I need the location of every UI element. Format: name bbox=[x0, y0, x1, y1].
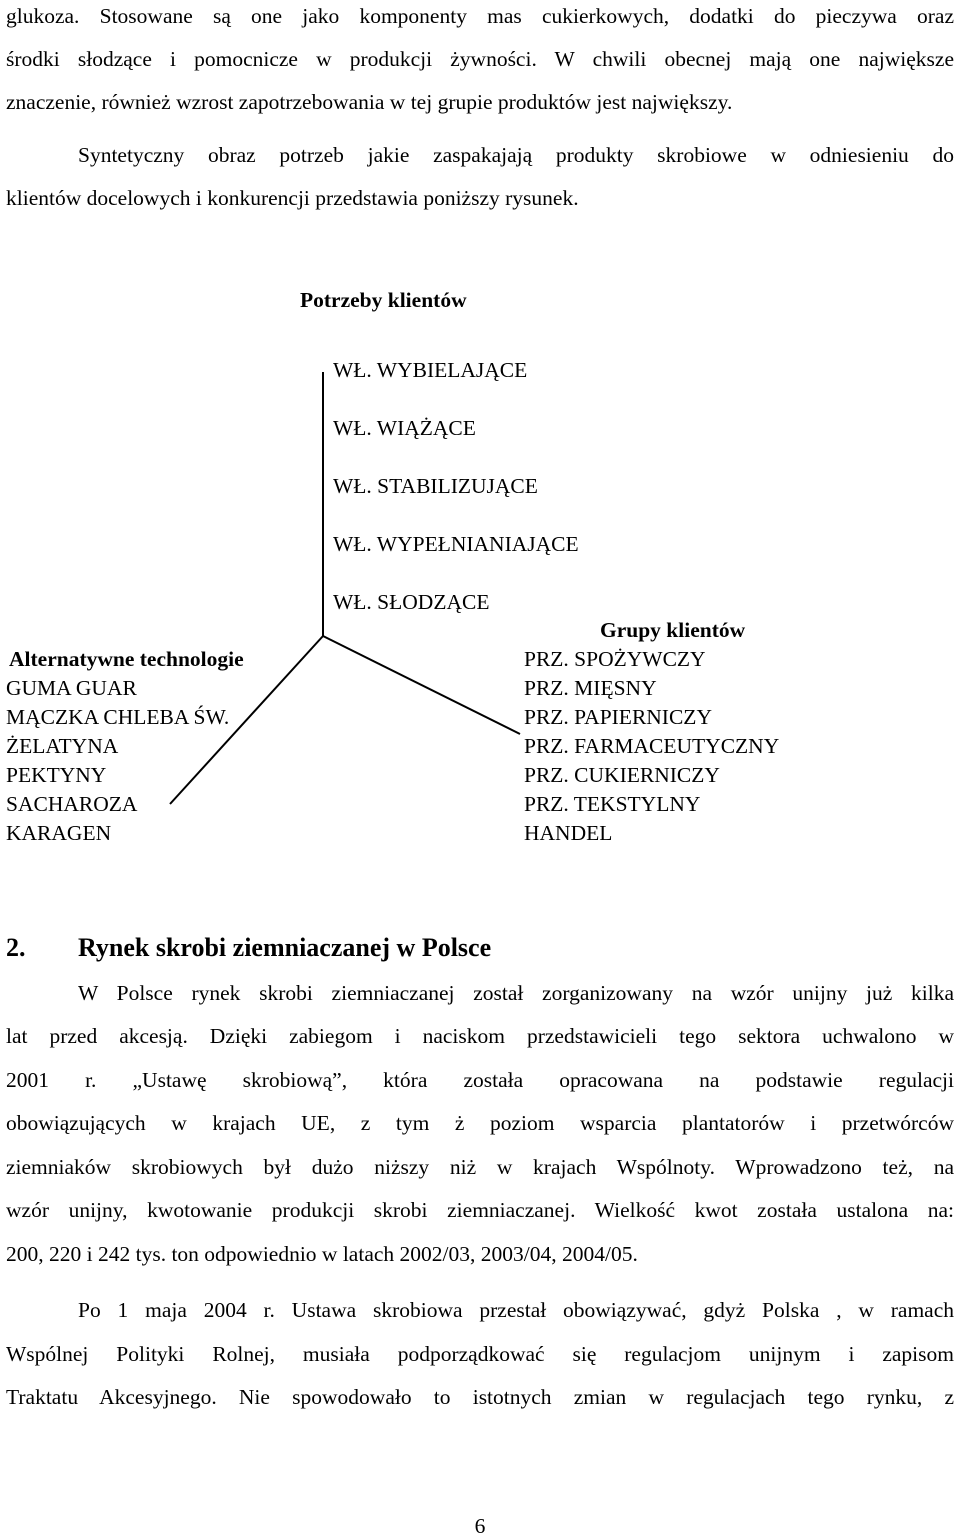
group-item: PRZ. PAPIERNICZY bbox=[524, 705, 712, 729]
text-line: Wspólnej Polityki Rolnej, musiała podporządkować się regulacjom unijnym i zapisom bbox=[6, 1342, 954, 1366]
section-heading bbox=[6, 930, 491, 966]
text-line: klientów docelowych i konkurencji przedstawia poniższy rysunek. bbox=[6, 186, 579, 210]
need-item: WŁ. WYBIELAJĄCE bbox=[333, 358, 528, 382]
alternatives-title: Alternatywne technologie bbox=[9, 647, 244, 671]
alternative-item: SACHAROZA bbox=[6, 792, 138, 816]
text-line: 2001 r. „Ustawę skrobiową”, która została opracowana na podstawie regulacji bbox=[6, 1068, 954, 1092]
alternative-item: PEKTYNY bbox=[6, 763, 107, 787]
needs-list bbox=[333, 356, 579, 646]
text-line: lat przed akcesją. Dzięki zabiegom i naciskom przedstawicieli tego sektora uchwalono w bbox=[6, 1024, 954, 1048]
section-title: Rynek skrobi ziemniaczanej w Polsce bbox=[78, 933, 492, 962]
need-item: WŁ. SŁODZĄCE bbox=[333, 590, 490, 614]
text-line: środki słodzące i pomocnicze w produkcji żywności. W chwili obecnej mają one największe bbox=[6, 47, 954, 71]
text-line: wzór unijny, kwotowanie produkcji skrobi ziemniaczanej. Wielkość kwot została ustalona na: bbox=[6, 1198, 954, 1222]
section-number: 2. bbox=[6, 933, 26, 962]
text-line: glukoza. Stosowane są one jako komponenty mas cukierkowych, dodatki do pieczywa oraz bbox=[6, 4, 954, 28]
text-line: 200, 220 i 242 tys. ton odpowiednio w latach 2002/03, 2003/04, 2004/05. bbox=[6, 1242, 638, 1266]
need-item: WŁ. WYPEŁNIANIAJĄCE bbox=[333, 532, 579, 556]
needs-title: Potrzeby klientów bbox=[300, 288, 467, 312]
need-item: WŁ. STABILIZUJĄCE bbox=[333, 474, 538, 498]
group-item: PRZ. CUKIERNICZY bbox=[524, 763, 720, 787]
need-item: WŁ. WIĄŻĄCE bbox=[333, 416, 476, 440]
alternative-item: ŻELATYNA bbox=[6, 734, 119, 758]
groups-title: Grupy klientów bbox=[600, 618, 746, 642]
text-line: W Polsce rynek skrobi ziemniaczanej został zorganizowany na wzór unijny już kilka bbox=[78, 981, 954, 1005]
group-item: HANDEL bbox=[524, 821, 613, 845]
alternative-item: KARAGEN bbox=[6, 821, 112, 845]
text-line: Traktatu Akcesyjnego. Nie spowodowało to istotnych zmian w regulacjach tego rynku, z bbox=[6, 1385, 954, 1409]
group-item: PRZ. TEKSTYLNY bbox=[524, 792, 701, 816]
text-line: ziemniaków skrobiowych był dużo niższy niż w krajach Wspólnoty. Wprowadzono też, na bbox=[6, 1155, 954, 1179]
alternatives-list bbox=[6, 674, 229, 848]
text-line: Syntetyczny obraz potrzeb jakie zaspakajają produkty skrobiowe w odniesieniu do bbox=[78, 143, 954, 167]
text-line: obowiązujących w krajach UE, z tym ż poziom wsparcia plantatorów i przetwórców bbox=[6, 1111, 954, 1135]
page-number: 6 bbox=[474, 1514, 486, 1538]
groups-axis-line bbox=[323, 636, 520, 734]
group-item: PRZ. SPOŻYWCZY bbox=[524, 647, 706, 671]
groups-list bbox=[524, 645, 779, 848]
text-line: Po 1 maja 2004 r. Ustawa skrobiowa przestał obowiązywać, gdyż Polska , w ramach bbox=[78, 1298, 954, 1322]
text-line: znaczenie, również wzrost zapotrzebowania w tej grupie produktów jest największy. bbox=[6, 90, 733, 114]
group-item: PRZ. FARMACEUTYCZNY bbox=[524, 734, 780, 758]
alternative-item: GUMA GUAR bbox=[6, 676, 137, 700]
alternative-item: MĄCZKA CHLEBA ŚW. bbox=[6, 705, 230, 729]
group-item: PRZ. MIĘSNY bbox=[524, 676, 657, 700]
